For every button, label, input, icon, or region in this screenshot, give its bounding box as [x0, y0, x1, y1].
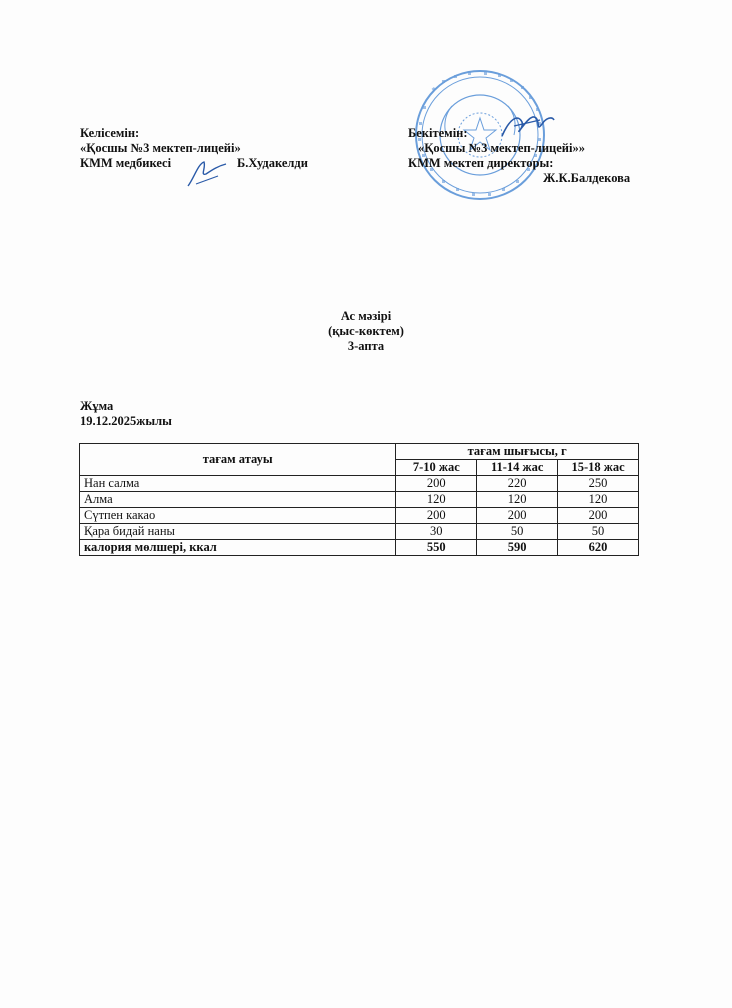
portion-15-18: 250: [558, 476, 639, 492]
director-signature-icon: [496, 108, 558, 144]
total-15-18: 620: [558, 540, 639, 556]
header-output: тағам шығысы, г: [396, 444, 639, 460]
dish-name: Нан салма: [80, 476, 396, 492]
approval-right-heading: Бекітемін:: [408, 126, 468, 140]
header-dish-name: тағам атауы: [80, 444, 396, 476]
age-group-1: 7-10 жас: [396, 460, 477, 476]
age-group-3: 15-18 жас: [558, 460, 639, 476]
menu-table: [79, 443, 639, 556]
menu-title: Ас мәзірі: [340, 309, 392, 323]
weekday: Жұма: [80, 399, 114, 413]
total-7-10: 550: [396, 540, 477, 556]
table-row: [80, 492, 639, 508]
table-row: [80, 524, 639, 540]
age-group-2: 11-14 жас: [477, 460, 558, 476]
menu-season: (қыс-көктем): [328, 324, 404, 338]
menu-week: 3-апта: [347, 339, 385, 353]
approval-left-heading: Келісемін:: [80, 126, 140, 140]
dish-name: Қара бидай наны: [80, 524, 396, 540]
portion-7-10: 200: [396, 476, 477, 492]
approval-right-name: Ж.К.Балдекова: [543, 171, 631, 185]
nurse-signature-icon: [184, 158, 230, 190]
menu-date: 19.12.2025жылы: [80, 414, 172, 428]
portion-11-14: 220: [477, 476, 558, 492]
dish-name: Алма: [80, 492, 396, 508]
approval-left-role: КММ медбикесі: [80, 156, 172, 170]
table-row: [80, 476, 639, 492]
portion-11-14: 50: [477, 524, 558, 540]
total-label: калория мөлшері, ккал: [80, 540, 396, 556]
total-11-14: 590: [477, 540, 558, 556]
portion-7-10: 120: [396, 492, 477, 508]
total-row: [80, 540, 639, 556]
portion-11-14: 200: [477, 508, 558, 524]
portion-7-10: 200: [396, 508, 477, 524]
portion-7-10: 30: [396, 524, 477, 540]
table-header-row: [80, 444, 639, 460]
portion-15-18: 50: [558, 524, 639, 540]
portion-15-18: 200: [558, 508, 639, 524]
approval-left-name: Б.Худакелди: [237, 156, 308, 170]
portion-15-18: 120: [558, 492, 639, 508]
approval-right-org: «Қосшы №3 мектеп-лицейі»»: [418, 141, 585, 155]
dish-name: Сүтпен какао: [80, 508, 396, 524]
table-row: [80, 508, 639, 524]
approval-left-org: «Қосшы №3 мектеп-лицейі»: [80, 141, 241, 155]
portion-11-14: 120: [477, 492, 558, 508]
approval-right-role: КММ мектеп директоры:: [408, 156, 554, 170]
